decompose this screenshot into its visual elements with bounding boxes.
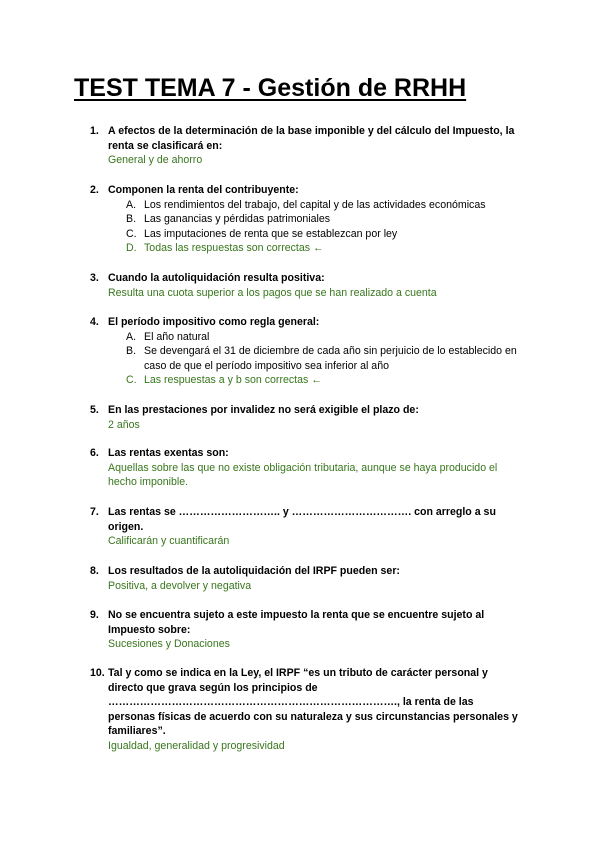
question-text: No se encuentra sujeto a este impuesto la renta que se encuentre sujeto al Impuesto sobre: <box>108 609 485 636</box>
question-3 <box>90 271 522 300</box>
option-b <box>126 212 522 227</box>
question-text: Las rentas exentas son: <box>108 447 229 459</box>
question-5 <box>90 403 522 432</box>
question-text: Los resultados de la autoliquidación del IRPF pueden ser: <box>108 565 400 577</box>
answer-text: 2 años <box>108 418 140 431</box>
question-10 <box>90 666 522 754</box>
question-number: 9. <box>90 609 99 621</box>
option-letter: C. <box>126 374 137 387</box>
option-a <box>126 198 522 213</box>
option-d-correct <box>126 241 522 256</box>
option-letter: B. <box>126 345 137 358</box>
option-letter: B. <box>126 213 137 226</box>
option-c <box>126 227 522 242</box>
page-title: TEST TEMA 7 - Gestión de RRHH <box>74 74 467 102</box>
question-8 <box>90 564 522 593</box>
option-a <box>126 330 522 345</box>
question-number: 10. <box>90 667 105 679</box>
option-letter: A. <box>126 330 137 343</box>
option-text: Las imputaciones de renta que se establezcan por ley <box>144 227 398 240</box>
question-text: Cuando la autoliquidación resulta positiva: <box>108 272 325 284</box>
option-text: Se devengará el 31 de diciembre de cada año sin perjuicio de lo establecido en caso de que el período impositivo sea inferior al año <box>144 345 517 372</box>
question-text: A efectos de la determinación de la base imponible y del cálculo del Impuesto, la renta se clasificará en: <box>108 125 515 152</box>
question-7 <box>90 505 522 549</box>
answer-text: Positiva, a devolver y negativa <box>108 579 252 592</box>
option-text: Las ganancias y pérdidas patrimoniales <box>144 213 331 226</box>
answer-text: Aquellas sobre las que no existe obligación tributaria, aunque se haya producido el hecho imponible. <box>108 461 498 489</box>
answer-text: Calificarán y cuantificarán <box>108 535 230 548</box>
option-text: Las respuestas a y b son correctas ← <box>144 374 322 387</box>
question-text: En las prestaciones por invalidez no será exigible el plazo de: <box>108 404 419 416</box>
option-list <box>90 198 522 256</box>
option-letter: D. <box>126 242 137 255</box>
question-number: 1. <box>90 125 99 137</box>
answer-text: Igualdad, generalidad y progresividad <box>108 739 285 752</box>
option-letter: C. <box>126 227 137 240</box>
question-number: 7. <box>90 506 99 518</box>
question-text: Componen la renta del contribuyente: <box>108 184 299 196</box>
answer-text: General y de ahorro <box>108 154 203 167</box>
question-text: Tal y como se indica en la Ley, el IRPF “es un tributo de carácter personal y directo que grava según los principios de ………………………………………………………………………., la renta de las personas físicas de acuerdo con su naturaleza y sus circunstancias personales y familiares”. <box>108 667 518 738</box>
option-list <box>90 330 522 388</box>
option-text: El año natural <box>144 330 210 343</box>
question-text: El período impositivo como regla general: <box>108 316 320 328</box>
question-number: 8. <box>90 565 99 577</box>
option-b <box>126 344 522 373</box>
question-1 <box>90 124 522 168</box>
option-letter: A. <box>126 198 137 211</box>
question-4 <box>90 315 522 388</box>
option-text: Los rendimientos del trabajo, del capital y de las actividades económicas <box>144 198 486 211</box>
question-number: 4. <box>90 316 99 328</box>
option-c-correct <box>126 373 522 388</box>
question-9 <box>90 608 522 652</box>
answer-text: Resulta una cuota superior a los pagos que se han realizado a cuenta <box>108 286 437 299</box>
answer-text: Sucesiones y Donaciones <box>108 638 230 651</box>
question-2 <box>90 183 522 256</box>
question-text: Las rentas se ……………………….. y ……………………………. con arreglo a su origen. <box>108 506 496 533</box>
question-number: 6. <box>90 447 99 459</box>
question-number: 5. <box>90 404 99 416</box>
question-number: 3. <box>90 272 99 284</box>
question-number: 2. <box>90 184 99 196</box>
question-6 <box>90 446 522 490</box>
option-text: Todas las respuestas son correctas ← <box>144 242 324 255</box>
